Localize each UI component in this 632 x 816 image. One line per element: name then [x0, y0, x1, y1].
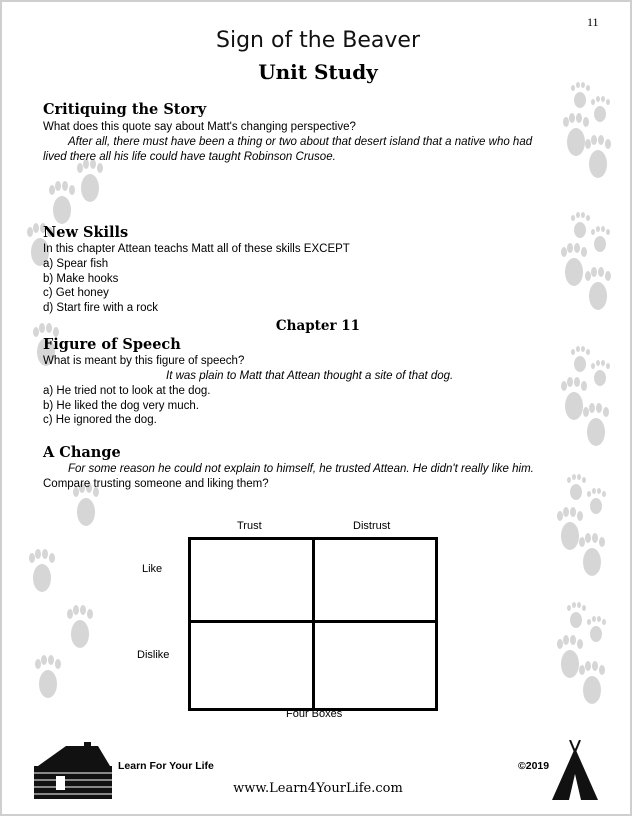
new-skills-option: d) Start fire with a rock: [43, 302, 159, 314]
grid-col-label-distrust: Distrust: [353, 520, 391, 532]
grid-vertical-divider: [312, 540, 315, 708]
new-skills-option: a) Spear fish: [43, 258, 109, 270]
page-subtitle: Unit Study: [258, 60, 378, 84]
page-title: Sign of the Beaver: [216, 28, 420, 53]
a-change-heading: A Change: [43, 444, 121, 461]
footer-url: www.Learn4YourLife.com: [233, 781, 403, 796]
page-number: 11: [587, 15, 599, 29]
new-skills-option: b) Make hooks: [43, 273, 119, 285]
grid-row-label-like: Like: [142, 563, 163, 575]
critiquing-quote-line1: After all, there must have been a thing or two about that desert island that a native who had: [68, 136, 533, 148]
footer-brand: Learn For Your Life: [118, 760, 214, 772]
figure-of-speech-heading: Figure of Speech: [43, 336, 181, 353]
critiquing-heading: Critiquing the Story: [43, 101, 207, 118]
a-change-prompt: Compare trusting someone and liking them?: [43, 478, 269, 490]
figure-of-speech-quote: It was plain to Matt that Attean thought a site of that dog.: [166, 370, 454, 382]
figure-of-speech-option: a) He tried not to look at the dog.: [43, 385, 211, 397]
critiquing-quote-line2: lived there all his life could have taught Robinson Crusoe.: [43, 151, 336, 163]
grid-col-label-trust: Trust: [237, 520, 262, 532]
a-change-quote: For some reason he could not explain to himself, he trusted Attean. He didn't really like him.: [68, 463, 534, 475]
new-skills-question: In this chapter Attean teachs Matt all of these skills EXCEPT: [43, 243, 350, 255]
figure-of-speech-question: What is meant by this figure of speech?: [43, 355, 245, 367]
chapter-heading: Chapter 11: [275, 318, 361, 334]
new-skills-heading: New Skills: [43, 224, 129, 241]
new-skills-option: c) Get honey: [43, 287, 109, 299]
footer-copyright: ©2019: [518, 760, 550, 772]
grid-caption: Four Boxes: [286, 708, 343, 720]
teepee-icon: [550, 740, 600, 802]
grid-row-label-dislike: Dislike: [137, 649, 170, 661]
figure-of-speech-option: b) He liked the dog very much.: [43, 400, 199, 412]
four-box-grid: [188, 537, 438, 711]
figure-of-speech-option: c) He ignored the dog.: [43, 414, 157, 426]
grid-horizontal-divider: [191, 620, 435, 623]
critiquing-question: What does this quote say about Matt's changing perspective?: [43, 121, 356, 133]
